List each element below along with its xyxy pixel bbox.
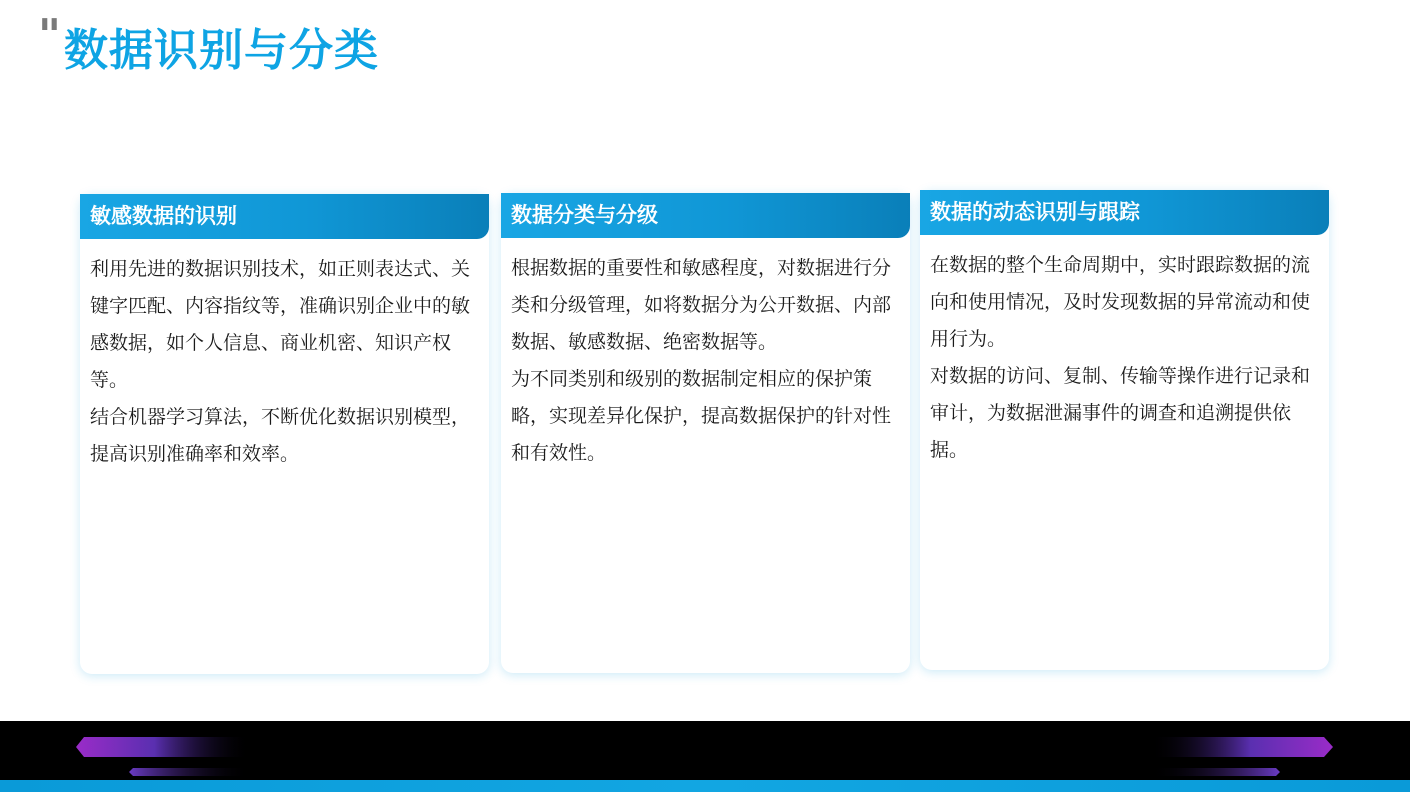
- footer-accent-strip: [0, 780, 1410, 792]
- card-heading: 数据分类与分级: [501, 193, 910, 238]
- left-decor-bars-icon: [70, 734, 260, 780]
- card-heading: 数据的动态识别与跟踪: [920, 190, 1329, 235]
- right-decor-bars-icon: [1150, 734, 1340, 780]
- card-body: [511, 250, 904, 472]
- card-paragraph: 为不同类别和级别的数据制定相应的保护策略，实现差异化保护，提高数据保护的针对性和有效性。: [511, 368, 892, 464]
- page-title: 数据识别与分类: [64, 25, 379, 76]
- card-paragraph: 结合机器学习算法，不断优化数据识别模型，提高识别准确率和效率。: [90, 406, 471, 465]
- card-paragraph: 利用先进的数据识别技术，如正则表达式、关键字匹配、内容指纹等，准确识别企业中的敏感数据，如个人信息、商业机密、知识产权等。: [90, 258, 471, 391]
- card-heading: 敏感数据的识别: [80, 194, 489, 239]
- card-dynamic-identification: [920, 190, 1329, 670]
- card-data-classification: [501, 193, 910, 673]
- card-body: [90, 251, 483, 473]
- card-paragraph: 根据数据的重要性和敏感程度，对数据进行分类和分级管理，如将数据分为公开数据、内部数据、敏感数据、绝密数据等。: [511, 257, 892, 353]
- card-paragraph: 对数据的访问、复制、传输等操作进行记录和审计，为数据泄漏事件的调查和追溯提供依据。: [930, 365, 1311, 461]
- quote-mark-icon: ": [38, 10, 57, 61]
- card-body: [930, 247, 1323, 469]
- card-paragraph: 在数据的整个生命周期中，实时跟踪数据的流向和使用情况，及时发现数据的异常流动和使用行为。: [930, 254, 1311, 350]
- card-sensitive-data-identification: [80, 194, 489, 674]
